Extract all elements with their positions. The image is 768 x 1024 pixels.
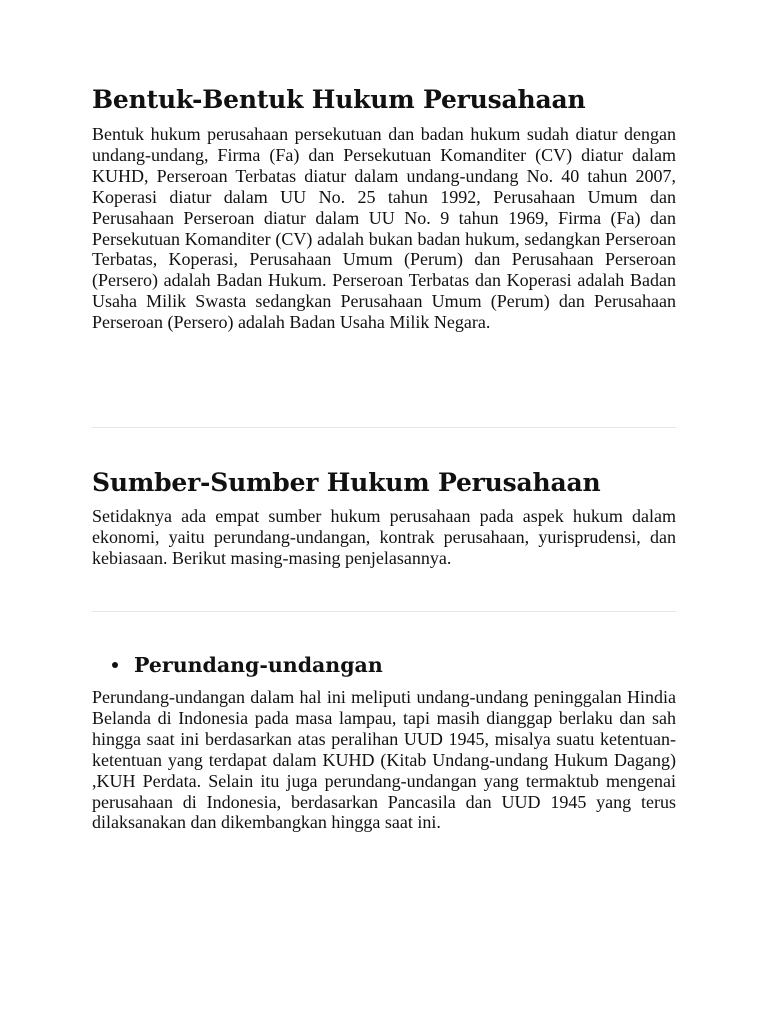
section-body-bentuk-hukum: Bentuk hukum perusahaan persekutuan dan badan hukum sudah diatur dengan undang-undang, Firma (Fa) dan Persekutuan Komanditer (CV) diatur dalam KUHD, Perseroan Terbatas diatur dalam undang-undang No. 40 tahun 2007, Koperasi diatur dalam UU No. 25 tahun 1992, Perusahaan Umum dan Perusahaan Perseroan diatur dalam UU No. 9 tahun 1969, Firma (Fa) dan Persekutuan Komanditer (CV) adalah bukan badan hukum, sedangkan Perseroan Terbatas, Koperasi, Perusahaan Umum (Perum) dan Perusahaan Perseroan (Persero) adalah Badan Hukum. Perseroan Terbatas dan Koperasi adalah Badan Usaha Milik Swasta sedangkan Perusahaan Umum (Perum) dan Perusahaan Perseroan (Persero) adalah Badan Usaha Milik Negara. [92, 124, 676, 333]
section-body-perundang-undangan: Perundang-undangan dalam hal ini meliputi undang-undang peninggalan Hindia Belanda di Indonesia pada masa lampau, tapi masih dianggap berlaku dan sah hingga saat ini berdasarkan atas peralihan UUD 1945, misalya suatu ketentuan-ketentuan yang terdapat dalam KUHD (Kitab Undang-undang Hukum Dagang) ,KUH Perdata. Selain itu juga perundang-undangan yang termaktub mengenai perusahaan di Indonesia, berdasarkan Pancasila dan UUD 1945 yang terus dilaksanakan dan dikembangkan hingga saat ini. [92, 687, 676, 833]
bullet-title-perundang-undangan: Perundang-undangan [134, 653, 383, 677]
section-divider [92, 427, 676, 428]
section-sumber-hukum [92, 467, 676, 569]
section-body-sumber-hukum: Setidaknya ada empat sumber hukum perusahaan pada aspek hukum dalam ekonomi, yaitu perundang-undangan, kontrak perusahaan, yurisprudensi, dan kebiasaan. Berikut masing-masing penjelasannya. [92, 506, 676, 568]
bullet-dot-icon [112, 662, 118, 668]
section-divider [92, 611, 676, 612]
section-perundang-undangan [92, 687, 676, 833]
section-title-sumber-hukum: Sumber-Sumber Hukum Perusahaan [92, 468, 601, 497]
bullet-item-perundang-undangan [112, 652, 672, 678]
section-title-bentuk-hukum: Bentuk-Bentuk Hukum Perusahaan [92, 85, 586, 114]
section-bentuk-hukum [92, 84, 676, 333]
